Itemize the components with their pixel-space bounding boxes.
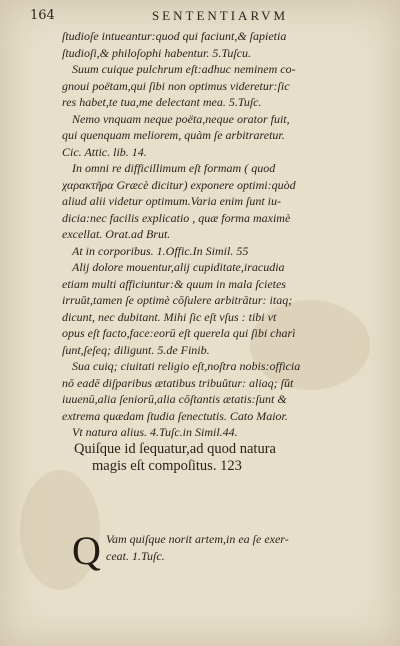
- text-line: Sua cuiq; ciuitati religio eſt,noſtra nobis:officia: [72, 359, 301, 373]
- text-line: excellat. Orat.ad Brut.: [62, 227, 171, 241]
- body-text: [62, 28, 376, 475]
- running-title: SENTENTIARVM: [151, 8, 289, 23]
- text-line: Quiſque id ſequatur,ad quod natura: [74, 440, 276, 457]
- text-line: irruŭt,tamen ſe optimè cōſulere arbitrātur: itaq;: [62, 293, 293, 307]
- text-line: χαρακτῆρα Græcè dicitur) exponere optimi:quòd: [62, 177, 296, 192]
- text-line: In omni re difficillimum eſt formam ( quod: [72, 161, 276, 175]
- text-line: res habet,te tua,me delectant mea. 5.Tuſc.: [62, 95, 262, 109]
- drop-cap-text: [106, 531, 289, 564]
- text-line: Cic. Attic. lib. 14.: [62, 144, 147, 159]
- page-header: [30, 8, 372, 28]
- text-line: Vt natura alius. 4.Tuſc.in Simil.44.: [72, 425, 238, 439]
- text-line: Vam quiſque norit artem,in ea ſe exer-: [106, 532, 289, 546]
- text-line: Suum cuique pulchrum eſt:adhuc neminem co-: [72, 62, 296, 76]
- text-line: etiam multi afficiuntur:& quum in mala ſcietes: [62, 276, 286, 291]
- text-line: gnoui poëtam,qui ſibi non optimus videretur:ſic: [62, 78, 290, 93]
- page-number: 164: [30, 8, 55, 23]
- drop-cap: Q: [72, 528, 101, 573]
- text-line: ſtudioſi,& philoſophi habentur. 5.Tuſcu.: [62, 45, 252, 60]
- text-line: extrema quædam ſtudia ſenectutis. Cato Maior.: [62, 408, 288, 423]
- text-line: opus eſt facto,face:eorū eſt querela qui ſibi charì: [62, 326, 296, 340]
- text-line: aliud alii videtur optimum.Varia enim ſunt iu-: [62, 194, 281, 208]
- text-line: qui quenquam meliorem, quàm ſe arbitraretur.: [62, 128, 285, 142]
- text-line: dicunt, nec dubitant. Mihi ſic eſt vſus : tibi vt: [62, 309, 277, 324]
- text-line: ſunt,ſeſeq; diligunt. 5.de Finib.: [62, 342, 210, 357]
- text-line: nō eadē diſparibus ætatibus tribuŭtur: aliaq; ſŭt: [62, 375, 294, 390]
- text-line: Nemo vnquam neque poëta,neque orator fuit,: [72, 111, 290, 126]
- text-line: magis eſt compoſitus. 123: [92, 457, 242, 474]
- text-line: dicia:nec facilis explicatio , quæ forma maximè: [62, 210, 291, 225]
- text-line: iuuenū,alia ſeniorū,alia cōſtantis ætatis:ſunt &: [62, 392, 287, 406]
- text-line: At in corporibus. 1.Offic.In Simil. 55: [72, 243, 249, 258]
- text-line: ceat. 1.Tuſc.: [106, 548, 165, 563]
- text-line: ſtudioſe intueantur:quod qui faciunt,& ſapietia: [62, 29, 287, 43]
- text-line: Alij dolore mouentur,alij cupiditate,iracudia: [72, 260, 285, 274]
